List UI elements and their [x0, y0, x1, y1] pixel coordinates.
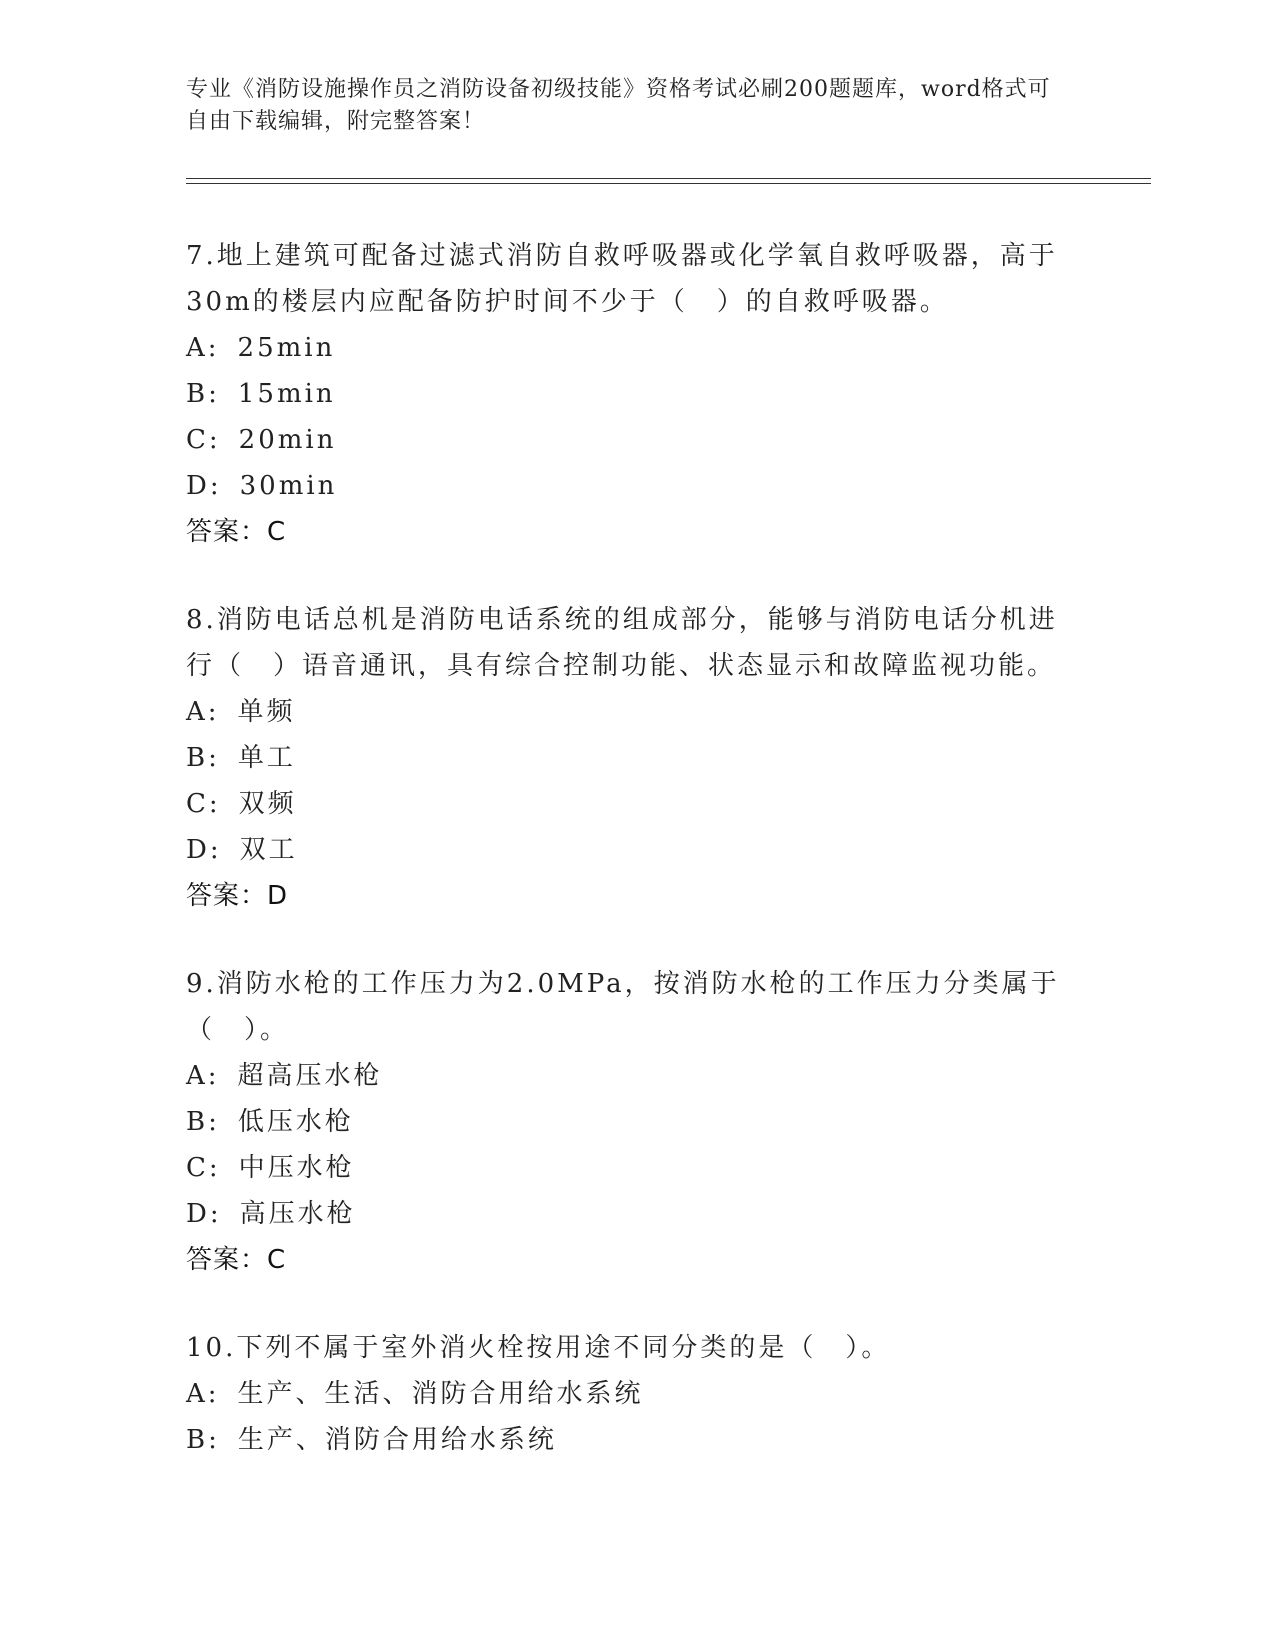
option-key: C: — [186, 1153, 221, 1183]
option-a — [186, 689, 1066, 735]
question-7 — [186, 233, 1066, 555]
option-text: 15min — [237, 379, 336, 409]
option-c — [186, 781, 1066, 827]
option-text: 生产、生活、消防合用给水系统 — [237, 1379, 644, 1409]
question-stem: 9.消防水枪的工作压力为2.0MPa，按消防水枪的工作压力分类属于（ ）。 — [186, 969, 1060, 1045]
option-text: 双频 — [238, 789, 297, 819]
question-10 — [186, 1325, 1066, 1463]
option-key: A: — [186, 697, 220, 727]
question-9 — [186, 961, 1066, 1283]
option-a — [186, 325, 1066, 371]
option-b — [186, 371, 1066, 417]
option-text: 低压水枪 — [237, 1107, 354, 1137]
option-key: A: — [186, 1379, 220, 1409]
option-key: C: — [186, 425, 221, 455]
option-key: D: — [186, 1199, 222, 1229]
option-key: D: — [186, 835, 222, 865]
answer-line: 答案：C — [186, 1245, 287, 1275]
option-c — [186, 417, 1066, 463]
header-divider-top — [186, 178, 1151, 179]
question-stem: 7.地上建筑可配备过滤式消防自救呼吸器或化学氧自救呼吸器，高于30m的楼层内应配备防护时间不少于（ ）的自救呼吸器。 — [186, 241, 1058, 317]
option-text: 超高压水枪 — [237, 1061, 383, 1091]
option-text: 25min — [237, 333, 336, 363]
option-key: D: — [186, 471, 222, 501]
option-key: B: — [186, 379, 220, 409]
option-a — [186, 1053, 1066, 1099]
option-d — [186, 1191, 1066, 1237]
answer-line: 答案：D — [186, 881, 289, 911]
option-b — [186, 1099, 1066, 1145]
option-key: B: — [186, 1425, 220, 1455]
option-text: 单频 — [237, 697, 296, 727]
document-header: 专业《消防设施操作员之消防设备初级技能》资格考试必刷200题题库，word格式可自由下载编辑，附完整答案！ — [186, 77, 1051, 134]
option-b — [186, 735, 1066, 781]
option-c — [186, 1145, 1066, 1191]
option-text: 单工 — [237, 743, 296, 773]
header-divider-bottom — [186, 183, 1151, 184]
answer-line: 答案：C — [186, 517, 287, 547]
option-d — [186, 463, 1066, 509]
option-text: 双工 — [239, 835, 298, 865]
option-key: A: — [186, 333, 220, 363]
option-key: B: — [186, 743, 220, 773]
option-text: 30min — [239, 471, 338, 501]
option-d — [186, 827, 1066, 873]
question-8 — [186, 597, 1066, 919]
option-text: 20min — [238, 425, 337, 455]
option-key: C: — [186, 789, 221, 819]
option-text: 中压水枪 — [238, 1153, 355, 1183]
option-key: B: — [186, 1107, 220, 1137]
option-b — [186, 1417, 1066, 1463]
question-stem: 10.下列不属于室外消火栓按用途不同分类的是（ ）。 — [186, 1333, 891, 1363]
option-key: A: — [186, 1061, 220, 1091]
option-a — [186, 1371, 1066, 1417]
option-text: 生产、消防合用给水系统 — [237, 1425, 557, 1455]
option-text: 高压水枪 — [239, 1199, 356, 1229]
question-stem: 8.消防电话总机是消防电话系统的组成部分，能够与消防电话分机进行（ ）语音通讯，具有综合控制功能、状态显示和故障监视功能。 — [186, 605, 1058, 681]
